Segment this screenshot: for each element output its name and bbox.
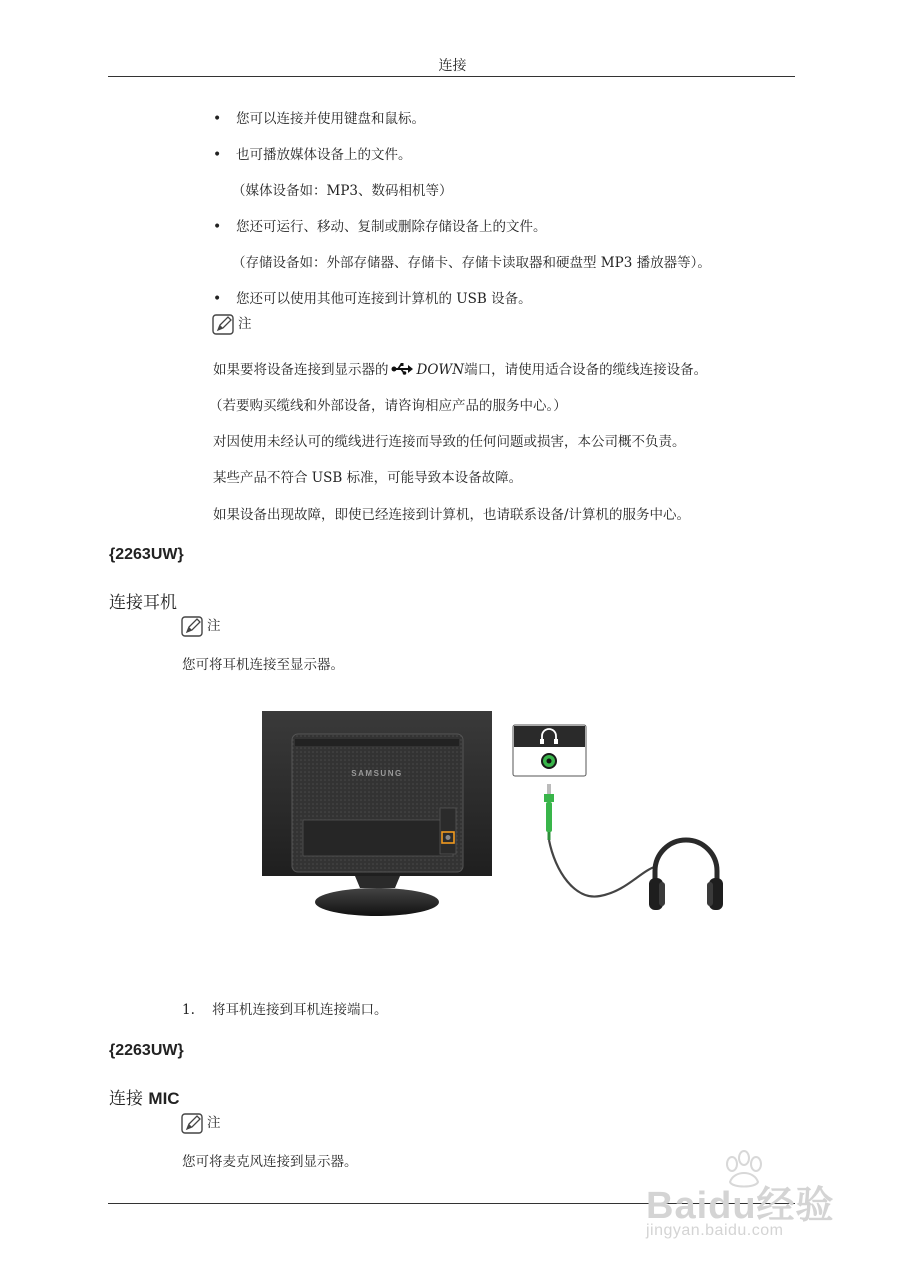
note-text-line: 您可将麦克风连接到显示器。 (182, 1154, 358, 1170)
watermark-url: jingyan.baidu.com (646, 1222, 784, 1239)
monitor-back (262, 711, 492, 876)
list-item: 您还可运行、移动、复制或删除存储设备上的文件。 (236, 219, 547, 235)
page-header-title: 连接 (438, 58, 467, 74)
note-label (181, 1111, 221, 1135)
note-text-line: （若要购买缆线和外部设备，请咨询相应产品的服务中心。） (209, 398, 567, 414)
model-heading: {2263UW} (109, 546, 184, 563)
bullet-dot: • (213, 111, 222, 127)
brand-label: SAMSUNG (351, 769, 403, 778)
note-pencil-icon (181, 616, 205, 638)
baidu-watermark (640, 1150, 860, 1250)
section-title: 连接耳机 (109, 593, 177, 613)
list-item-sub: （存储设备如：外部存储器、存储卡、存储卡读取器和硬盘型 MP3 播放器等）。 (232, 255, 711, 271)
section-title-bold: MIC (148, 1089, 180, 1108)
note-label-text: 注 (207, 1115, 221, 1131)
note-text-line (213, 361, 707, 379)
model-heading: {2263UW} (109, 1042, 184, 1059)
note-pencil-icon (212, 314, 236, 336)
note-text-line: 某些产品不符合 USB 标准，可能导致本设备故障。 (213, 470, 523, 486)
usb-icon (391, 363, 413, 375)
note-pencil-icon (181, 1113, 205, 1135)
note-label-text: 注 (238, 316, 252, 332)
bullet-dot: • (213, 147, 222, 163)
headphone-plug (544, 784, 554, 840)
headphones (649, 840, 723, 910)
list-item: 也可播放媒体设备上的文件。 (236, 147, 412, 163)
note-text-line: 您可将耳机连接至显示器。 (182, 657, 344, 673)
note-label-text: 注 (207, 618, 221, 634)
list-item-sub: （媒体设备如：MP3、数码相机等） (232, 183, 453, 199)
usb-port-name: DOWN (416, 362, 465, 378)
headphone-connection-illustration (255, 706, 735, 928)
header-rule (108, 76, 795, 77)
step-text: 将耳机连接到耳机连接端口。 (212, 1002, 388, 1018)
note-text-segment: 如果要将设备连接到显示器的 (213, 362, 389, 378)
watermark-brand: Baidu经验 (646, 1185, 835, 1227)
headphone-port-callout (513, 725, 586, 776)
note-text-segment: 端口，请使用适合设备的缆线连接设备。 (464, 362, 708, 378)
note-text-line: 如果设备出现故障，即使已经连接到计算机，也请联系设备/计算机的服务中心。 (213, 507, 691, 523)
note-label (212, 312, 252, 336)
headphone-cable (549, 840, 657, 897)
list-item: 您可以连接并使用键盘和鼠标。 (236, 111, 425, 127)
list-item: 您还可以使用其他可连接到计算机的 USB 设备。 (236, 291, 532, 307)
note-text-line: 对因使用未经认可的缆线进行连接而导致的任何问题或损害，本公司概不负责。 (213, 434, 686, 450)
section-title (109, 1084, 180, 1109)
monitor-stand (315, 876, 439, 916)
note-label (181, 614, 221, 638)
step-number: 1. (182, 1002, 195, 1018)
section-title-prefix: 连接 (109, 1089, 143, 1109)
bullet-dot: • (213, 219, 222, 235)
bullet-dot: • (213, 291, 222, 307)
